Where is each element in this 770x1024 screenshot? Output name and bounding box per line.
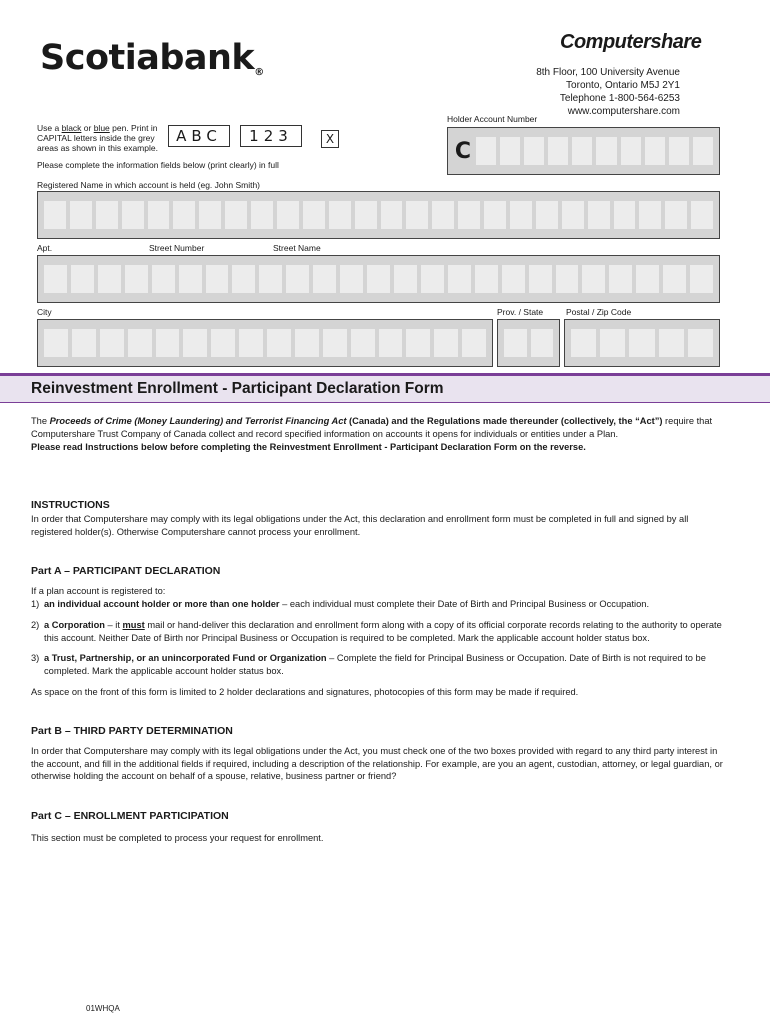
item-number: 1) (31, 599, 40, 609)
apt-label: Apt. (37, 243, 53, 253)
address-cell[interactable] (259, 265, 282, 293)
city-cell[interactable] (434, 329, 458, 357)
account-cell[interactable] (500, 137, 520, 165)
item-1-bold: an individual account holder or more than one holder (44, 599, 280, 609)
city-cell[interactable] (183, 329, 207, 357)
address-line-4: www.computershare.com (567, 106, 680, 117)
city-cell[interactable] (351, 329, 375, 357)
address-cell[interactable] (206, 265, 229, 293)
prov-state-field[interactable] (497, 319, 560, 367)
intro-post: require that Computershare Trust Company of Canada collect and record specified information on accounts it opens for individuals or entities under a Plan. (31, 416, 713, 439)
address-cell[interactable] (152, 265, 175, 293)
name-cell[interactable] (510, 201, 532, 229)
name-cell[interactable] (44, 201, 66, 229)
scotiabank-logo (40, 38, 264, 78)
example-checkbox: X (321, 130, 339, 148)
address-line-3: Telephone 1-800-564-6253 (559, 93, 680, 104)
instructions-text: In order that Computershare may comply with its legal obligations under the Act, this declaration and enrollment form must be completed in full and signed by all registered holder(s). Otherwise Computershare cannot process your enrollment. (31, 514, 689, 537)
city-cell[interactable] (128, 329, 152, 357)
item-1-text: – each individual must complete their Date of Birth and Principal Business or Occupation. (279, 599, 650, 609)
item-3-text: – Complete the field for Principal Business or Occupation. Date of Birth is not required to be (326, 653, 706, 663)
item-2-must: must (122, 620, 145, 630)
name-cell[interactable] (458, 201, 480, 229)
computershare-logo: Computershare (560, 31, 702, 53)
example-letters-box: ABC (168, 125, 230, 147)
name-cell[interactable] (199, 201, 221, 229)
prov-state-label: Prov. / State (497, 307, 544, 317)
address-line-1: 8th Floor, 100 University Avenue (536, 67, 680, 78)
part-b-text: In order that Computershare may comply with its legal obligations under the Act, you must check one of the two boxes provided with regard to any third party interest in the account, and fill in the additional fields if required, including a description of the relationship. For example, are you an agent, custodian, attorney, or legal guardian, or otherwise holding the account on behalf of a spouse, relative, business partner or friend? (31, 746, 723, 781)
name-cell[interactable] (614, 201, 636, 229)
instr-post: pen. Print in CAPITAL letters inside the grey areas as shown in this example. (37, 123, 158, 153)
form-code: 01WHQA (86, 1004, 120, 1013)
address-cell[interactable] (367, 265, 390, 293)
account-cell[interactable] (476, 137, 496, 165)
city-cell[interactable] (211, 329, 235, 357)
name-cell[interactable] (639, 201, 661, 229)
instr-or: or (81, 123, 94, 133)
postal-cell[interactable] (629, 329, 654, 357)
form-title: Reinvestment Enrollment - Participant Declaration Form (31, 380, 444, 397)
address-cell[interactable] (421, 265, 444, 293)
item-2-text: mail or hand-deliver this declaration and enrollment form along with a copy of its official corporate records relating to the authority to operate (144, 620, 722, 630)
city-cell[interactable] (406, 329, 430, 357)
postal-cell[interactable] (659, 329, 684, 357)
account-cell[interactable] (621, 137, 641, 165)
address-cell[interactable] (582, 265, 605, 293)
address-cell[interactable] (232, 265, 255, 293)
example-numbers-box: 123 (240, 125, 302, 147)
address-cell[interactable] (340, 265, 363, 293)
address-cell[interactable] (179, 265, 202, 293)
city-cell[interactable] (323, 329, 347, 357)
address-cell[interactable] (636, 265, 659, 293)
name-cell[interactable] (225, 201, 247, 229)
postal-cell[interactable] (571, 329, 596, 357)
postal-cell[interactable] (600, 329, 625, 357)
city-cell[interactable] (239, 329, 263, 357)
name-cell[interactable] (329, 201, 351, 229)
address-cell[interactable] (475, 265, 498, 293)
item-number: 2) (31, 620, 40, 630)
name-cell[interactable] (148, 201, 170, 229)
account-cell[interactable] (596, 137, 616, 165)
name-cell[interactable] (562, 201, 584, 229)
address-line-2: Toronto, Ontario M5J 2Y1 (566, 80, 680, 91)
address-cell[interactable] (556, 265, 579, 293)
name-cell[interactable] (122, 201, 144, 229)
item-2-pre: – it (104, 620, 123, 630)
name-cell[interactable] (251, 201, 273, 229)
part-b-heading: Part B – THIRD PARTY DETERMINATION (31, 725, 233, 737)
item-number: 3) (31, 653, 40, 663)
street-number-label: Street Number (149, 243, 205, 253)
city-cell[interactable] (379, 329, 403, 357)
address-field[interactable] (37, 255, 720, 303)
address-cell[interactable] (502, 265, 525, 293)
account-cell[interactable] (548, 137, 568, 165)
postal-cell[interactable] (688, 329, 713, 357)
postal-code-field[interactable] (564, 319, 720, 367)
registered-name-field[interactable] (37, 191, 720, 239)
name-cell[interactable] (381, 201, 403, 229)
item-3-continuation: completed. Mark the applicable account holder status box. (44, 665, 284, 676)
city-cell[interactable] (156, 329, 180, 357)
city-label: City (37, 307, 52, 317)
address-cell[interactable] (663, 265, 686, 293)
part-c-text: This section must be completed to process your request for enrollment. (31, 833, 324, 843)
computershare-address (536, 66, 680, 118)
street-name-label: Street Name (273, 243, 321, 253)
address-cell[interactable] (125, 265, 148, 293)
name-cell[interactable] (665, 201, 687, 229)
address-cell[interactable] (98, 265, 121, 293)
name-cell[interactable] (173, 201, 195, 229)
registered-name-label: Registered Name in which account is held (eg. John Smith) (37, 180, 260, 190)
prov-cell[interactable] (504, 329, 527, 357)
postal-code-label: Postal / Zip Code (566, 307, 632, 317)
intro-collectively: (collectively, the “Act”) (560, 416, 663, 426)
please-complete-text: Please complete the information fields below (print clearly) in full (37, 160, 279, 170)
account-cell[interactable] (572, 137, 592, 165)
name-cell[interactable] (691, 201, 713, 229)
city-cell[interactable] (295, 329, 319, 357)
address-cell[interactable] (690, 265, 713, 293)
name-cell[interactable] (588, 201, 610, 229)
name-cell[interactable] (355, 201, 377, 229)
instr-pre: Use a (37, 123, 62, 133)
part-c-heading: Part C – ENROLLMENT PARTICIPATION (31, 810, 229, 822)
part-a-item-2 (31, 619, 731, 644)
city-cell[interactable] (44, 329, 68, 357)
name-cell[interactable] (406, 201, 428, 229)
item-3-bold: a Trust, Partnership, or an unincorporated Fund or Organization (44, 653, 327, 663)
intro-paragraph (31, 415, 731, 440)
part-a-heading: Part A – PARTICIPANT DECLARATION (31, 565, 221, 577)
name-cell[interactable] (536, 201, 558, 229)
address-cell[interactable] (529, 265, 552, 293)
prov-cell[interactable] (531, 329, 554, 357)
title-banner (0, 373, 770, 403)
intro-read-instructions: Please read Instructions below before completing the Reinvestment Enrollment - Participant Declaration Form on the reverse. (31, 442, 586, 452)
address-cell[interactable] (44, 265, 67, 293)
city-cell[interactable] (72, 329, 96, 357)
address-cell[interactable] (71, 265, 94, 293)
intro-pre: The (31, 416, 50, 426)
intro-act-name: Proceeds of Crime (Money Laundering) and Terrorist Financing Act (49, 416, 347, 426)
name-cell[interactable] (96, 201, 118, 229)
address-cell[interactable] (394, 265, 417, 293)
registered-mark: ® (254, 67, 264, 78)
intro-mid: (Canada) and the Regulations made thereunder (346, 416, 561, 426)
holder-account-label: Holder Account Number (447, 114, 538, 124)
name-cell[interactable] (70, 201, 92, 229)
address-cell[interactable] (286, 265, 309, 293)
instr-blue: blue (93, 123, 110, 133)
city-cell[interactable] (462, 329, 486, 357)
name-cell[interactable] (432, 201, 454, 229)
name-cell[interactable] (277, 201, 299, 229)
account-cell[interactable] (669, 137, 689, 165)
instructions-heading: INSTRUCTIONS (31, 499, 110, 511)
item-2-continuation: this account. Neither Date of Birth nor Principal Business or Occupation is required to be completed. Mark the applicable account holder status box. (44, 632, 650, 643)
account-cell[interactable] (693, 137, 713, 165)
city-cell[interactable] (267, 329, 291, 357)
part-a-intro: If a plan account is registered to: (31, 586, 166, 596)
item-2-bold: a Corporation (44, 620, 105, 630)
account-cell[interactable] (645, 137, 665, 165)
instr-black: black (61, 123, 82, 133)
part-a-item-1 (31, 598, 731, 611)
account-cell[interactable] (524, 137, 544, 165)
address-cell[interactable] (448, 265, 471, 293)
city-cell[interactable] (100, 329, 124, 357)
name-cell[interactable] (484, 201, 506, 229)
scotiabank-logo-text: Scotiabank (40, 38, 255, 78)
name-cell[interactable] (303, 201, 325, 229)
address-cell[interactable] (609, 265, 632, 293)
part-a-note: As space on the front of this form is limited to 2 holder declarations and signatures, photocopies of this form may be made if required. (31, 687, 579, 697)
account-prefix: C (454, 138, 472, 164)
city-field[interactable] (37, 319, 493, 367)
print-instructions (37, 123, 167, 153)
holder-account-field[interactable] (447, 127, 720, 175)
address-cell[interactable] (313, 265, 336, 293)
part-a-item-3 (31, 652, 731, 677)
